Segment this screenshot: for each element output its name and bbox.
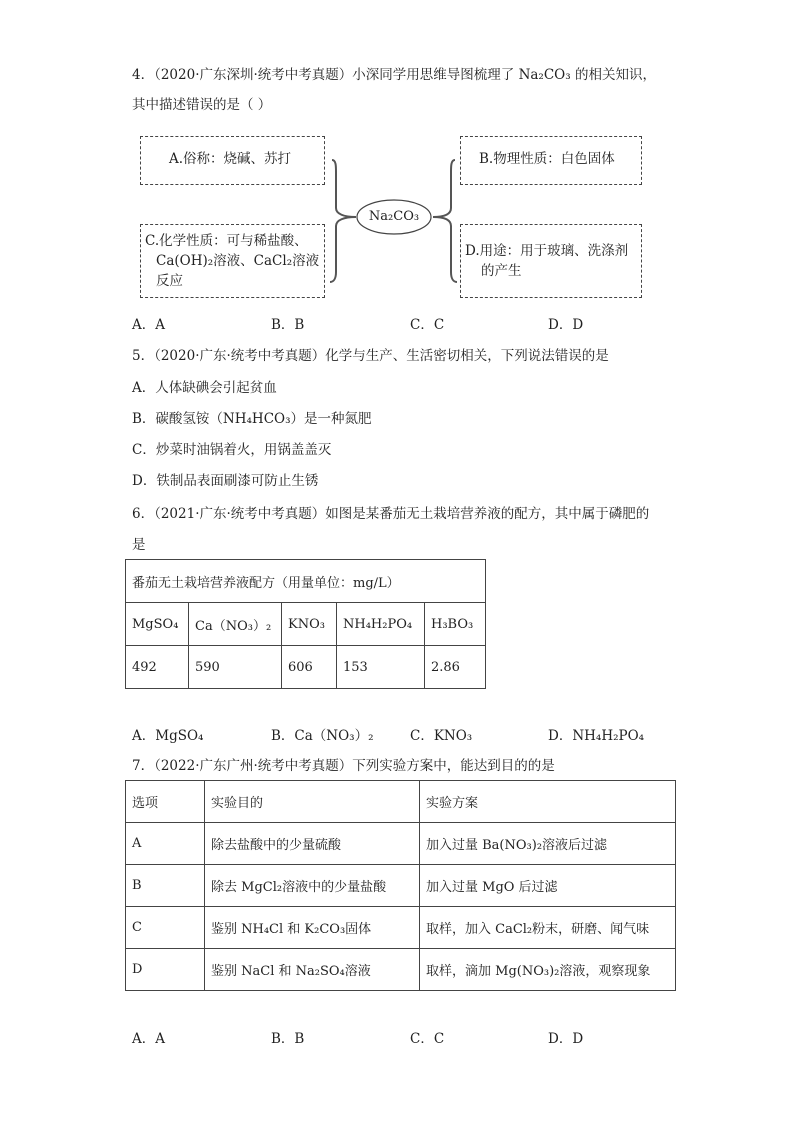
table-header-cell: H₃BO₃ xyxy=(425,603,486,646)
table-cell: A xyxy=(126,823,205,865)
box-c-text-2: Ca(OH)₂溶液、CaCl₂溶液 xyxy=(156,253,320,269)
table-cell: C xyxy=(126,907,205,949)
box-b-text: B.物理性质：白色固体 xyxy=(479,151,615,167)
q6-options xyxy=(132,727,692,745)
table-header-row xyxy=(126,603,486,646)
q4-option-c[interactable]: C．C xyxy=(410,317,445,333)
table-row xyxy=(126,823,676,865)
table-cell: 取样，滴加 Mg(NO₃)₂溶液，观察现象 xyxy=(420,949,676,991)
table-header-cell: Ca（NO₃）₂ xyxy=(189,603,282,646)
q5-option-c[interactable]: C．炒菜时油锅着火，用锅盖盖灭 xyxy=(132,442,332,458)
table-cell: 除去盐酸中的少量硫酸 xyxy=(205,823,420,865)
table-row xyxy=(126,907,676,949)
q7-option-c[interactable]: C．C xyxy=(410,1031,445,1047)
table-row xyxy=(126,646,486,689)
q5-stem: 5．（2020·广东·统考中考真题）化学与生产、生活密切相关，下列说法错误的是 xyxy=(132,348,609,364)
q6-option-d[interactable]: D．NH₄H₂PO₄ xyxy=(548,728,645,744)
q5-option-d[interactable]: D．铁制品表面刷漆可防止生锈 xyxy=(132,473,319,489)
q4-option-b[interactable]: B．B xyxy=(271,317,305,333)
box-c-text-1: C.化学性质：可与稀盐酸、 xyxy=(145,233,308,249)
table-cell: 加入过量 Ba(NO₃)₂溶液后过滤 xyxy=(420,823,676,865)
table-cell: D xyxy=(126,949,205,991)
table-cell: 鉴别 NaCl 和 Na₂SO₄溶液 xyxy=(205,949,420,991)
q6-stem-line1: 6．（2021·广东·统考中考真题）如图是某番茄无土栽培营养液的配方，其中属于磷肥的 xyxy=(132,506,650,522)
box-d-text-1: D.用途：用于玻璃、洗涤剂 xyxy=(465,243,629,259)
table-header-cell: MgSO₄ xyxy=(126,603,189,646)
table-header-cell: 实验方案 xyxy=(420,781,676,823)
q6-option-a[interactable]: A．MgSO₄ xyxy=(132,728,204,744)
table-header-cell: 选项 xyxy=(126,781,205,823)
table-cell: 492 xyxy=(126,646,189,689)
q4-options xyxy=(132,316,692,334)
q7-experiment-table xyxy=(125,780,676,991)
q7-option-a[interactable]: A．A xyxy=(132,1031,165,1047)
table-header-cell: KNO₃ xyxy=(282,603,337,646)
q4-option-d[interactable]: D．D xyxy=(548,317,584,333)
q6-option-b[interactable]: B．Ca（NO₃）₂ xyxy=(271,728,374,744)
q7-options xyxy=(132,1030,692,1048)
table-row xyxy=(126,865,676,907)
q7-stem: 7．（2022·广东广州·统考中考真题）下列实验方案中，能达到目的的是 xyxy=(132,758,555,774)
table-title: 番茄无土栽培营养液配方（用量单位：mg/L） xyxy=(126,560,486,603)
box-d-text-2: 的产生 xyxy=(481,263,522,279)
table-cell: 606 xyxy=(282,646,337,689)
table-title-row xyxy=(126,560,486,603)
table-cell: 590 xyxy=(189,646,282,689)
table-cell: 153 xyxy=(337,646,425,689)
q6-stem-line2: 是 xyxy=(132,537,146,553)
table-cell: 加入过量 MgO 后过滤 xyxy=(420,865,676,907)
table-cell: 除去 MgCl₂溶液中的少量盐酸 xyxy=(205,865,420,907)
table-header-cell: NH₄H₂PO₄ xyxy=(337,603,425,646)
table-header-cell: 实验目的 xyxy=(205,781,420,823)
q4-stem-line2: 其中描述错误的是（ ） xyxy=(132,97,272,113)
center-node-label: Na₂CO₃ xyxy=(368,209,420,224)
box-c-text-3: 反应 xyxy=(156,273,183,289)
table-row xyxy=(126,949,676,991)
table-header-row xyxy=(126,781,676,823)
table-cell: B xyxy=(126,865,205,907)
q7-option-b[interactable]: B．B xyxy=(271,1031,305,1047)
q4-stem-line1: 4．（2020·广东深圳·统考中考真题）小深同学用思维导图梳理了 Na₂CO₃ 的相关知识， xyxy=(132,67,656,83)
q6-formula-table xyxy=(125,559,486,689)
table-cell: 2.86 xyxy=(425,646,486,689)
table-cell: 鉴别 NH₄Cl 和 K₂CO₃固体 xyxy=(205,907,420,949)
mind-map-connectors xyxy=(0,0,794,320)
q7-option-d[interactable]: D．D xyxy=(548,1031,584,1047)
q5-option-b[interactable]: B．碳酸氢铵（NH₄HCO₃）是一种氮肥 xyxy=(132,411,372,427)
table-cell: 取样，加入 CaCl₂粉末，研磨、闻气味 xyxy=(420,907,676,949)
q6-option-c[interactable]: C．KNO₃ xyxy=(410,728,473,744)
box-a-text: A.俗称：烧碱、苏打 xyxy=(169,151,292,167)
q5-option-a[interactable]: A．人体缺碘会引起贫血 xyxy=(132,380,277,396)
q4-option-a[interactable]: A．A xyxy=(132,317,165,333)
